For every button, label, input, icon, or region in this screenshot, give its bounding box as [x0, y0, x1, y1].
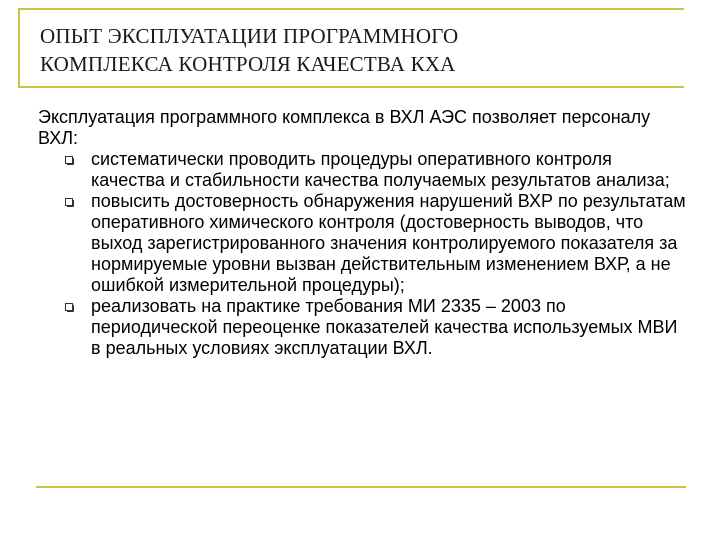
intro-paragraph: Эксплуатация программного комплекса в ВХЛ АЭС позволяет персоналу ВХЛ: — [38, 107, 651, 148]
bullet-text: реализовать на практике требования МИ 2335 – 2003 по периодической переоценке показателей качества используемых МВИ в реальных условиях эксплуатации ВХЛ. — [91, 296, 678, 358]
decorative-top-line — [18, 8, 684, 10]
list-item — [38, 296, 688, 359]
list-item — [38, 191, 688, 296]
bottom-divider — [36, 486, 686, 488]
checkbox-square-icon — [65, 198, 74, 207]
decorative-vertical-line — [18, 8, 20, 86]
bullet-text: повысить достоверность обнаружения нарушений ВХР по результатам оперативного химического контроля (достоверность выводов, что выход зарегистрированного значения контролируемого показателя за нормируемые уровни вызван действительным изменением ВХР, а не ошибкой измерительной процедуры); — [91, 191, 686, 295]
slide-title-line-2: КОМПЛЕКСА КОНТРОЛЯ КАЧЕСТВА КХА — [40, 52, 456, 76]
slide-body — [38, 107, 688, 359]
checkbox-square-icon — [65, 303, 74, 312]
title-divider — [18, 86, 684, 88]
bullet-text: систематически проводить процедуры оперативного контроля качества и стабильности качества получаемых результатов анализа; — [91, 149, 670, 190]
slide-title — [40, 22, 680, 78]
bullet-list — [38, 149, 688, 359]
checkbox-square-icon — [65, 156, 74, 165]
list-item — [38, 149, 688, 191]
slide-title-line-1: ОПЫТ ЭКСПЛУАТАЦИИ ПРОГРАММНОГО — [40, 24, 459, 48]
